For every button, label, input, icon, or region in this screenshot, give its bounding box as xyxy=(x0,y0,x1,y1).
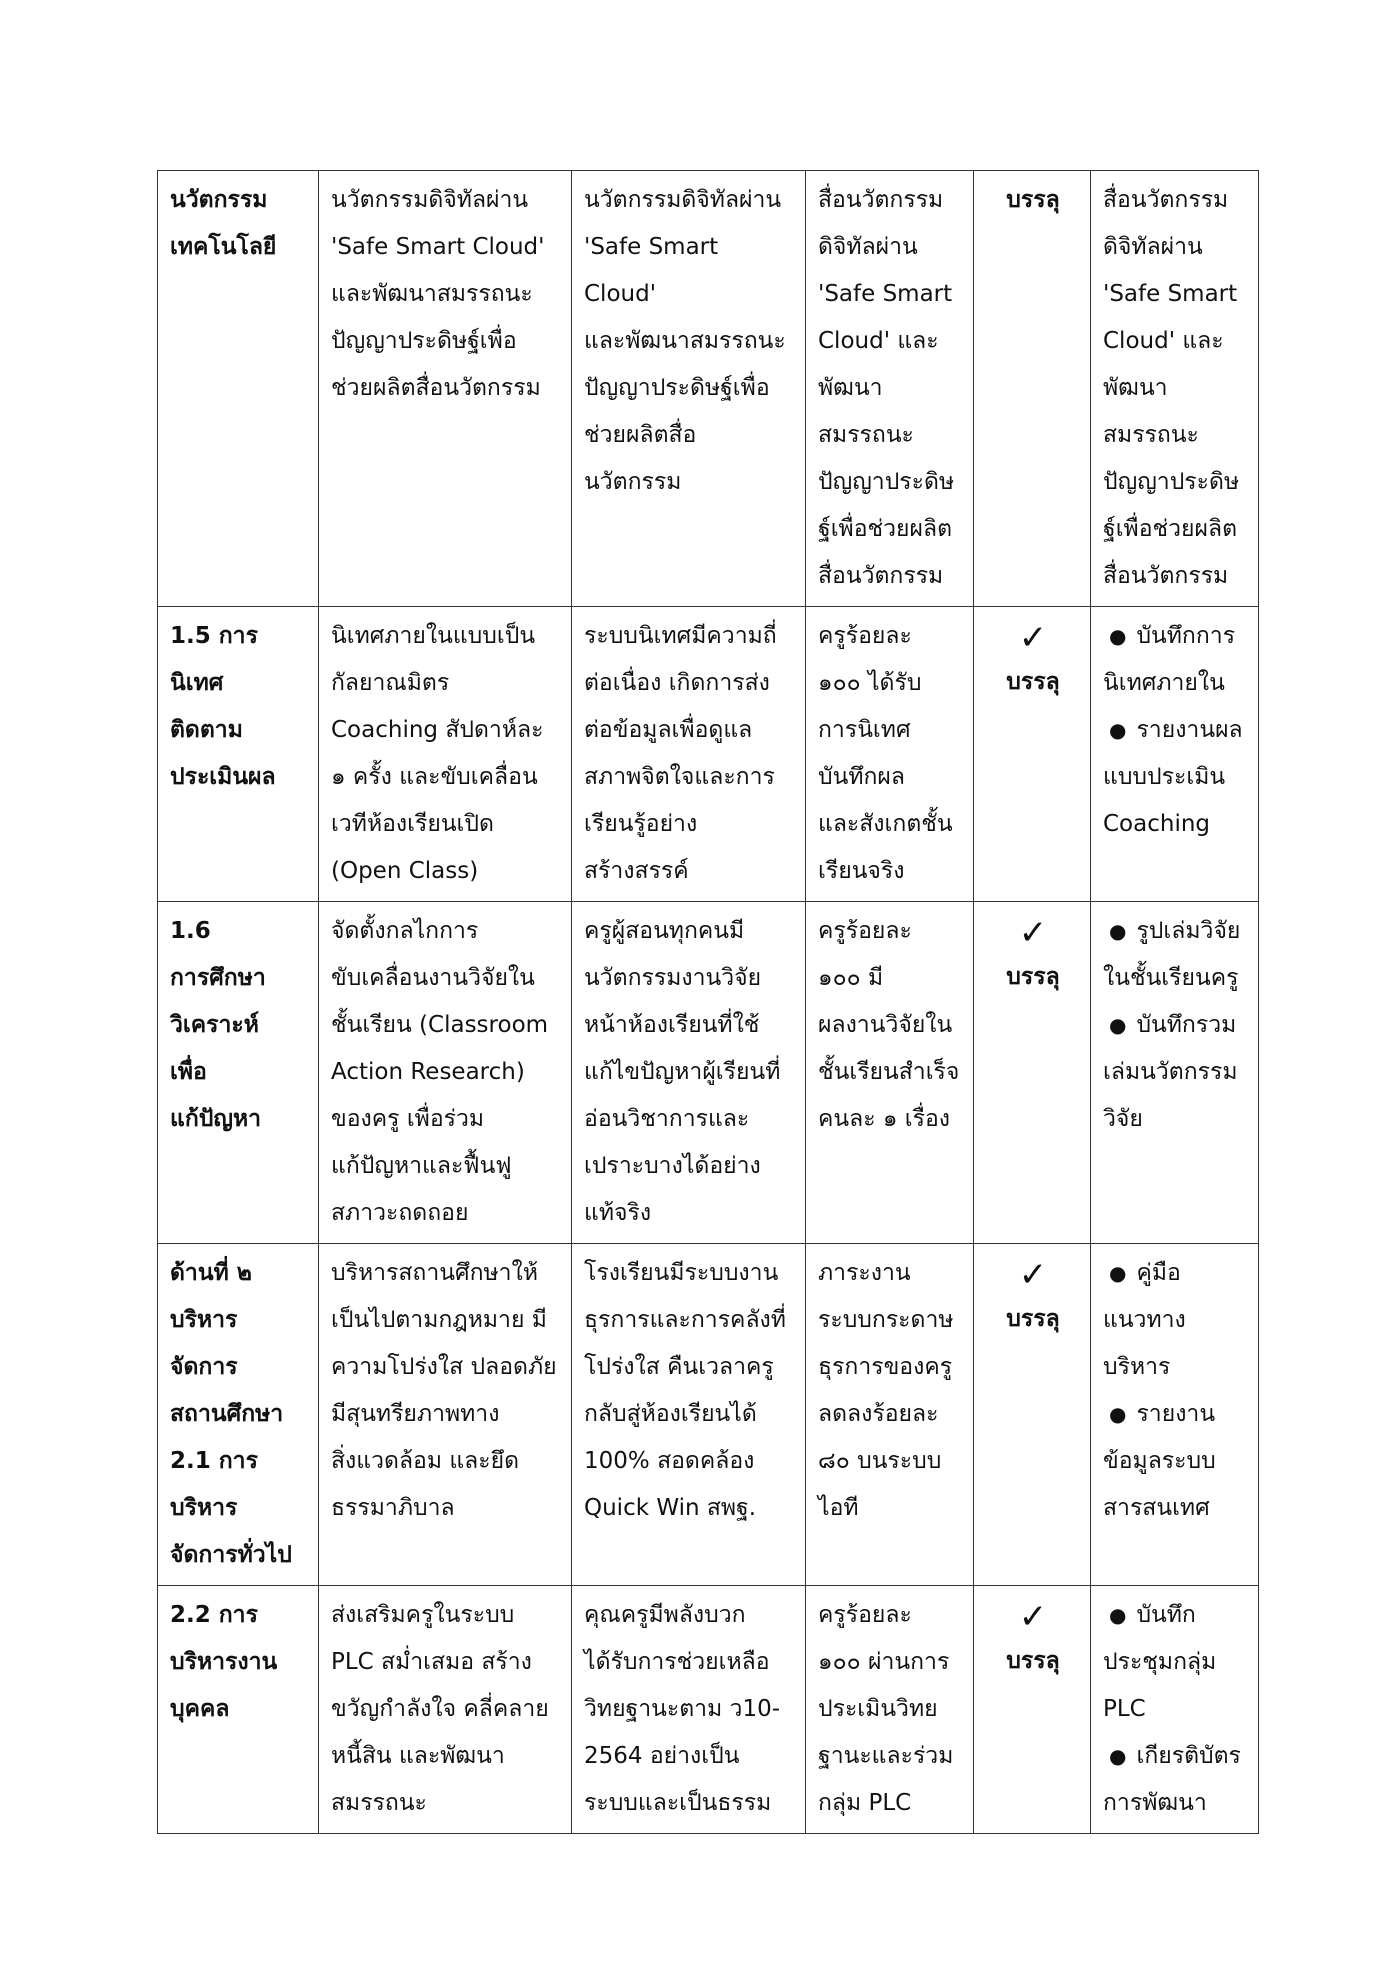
activity-cell: ส่งเสริมครูในระบบ PLC สม่ำเสมอ สร้าง ขวัญกำลังใจ คลี่คลาย หนี้สิน และพัฒนา สมรรถนะ xyxy=(319,1586,572,1834)
evidence-text: บันทึก ประชุมกลุ่ม PLC xyxy=(1103,1602,1217,1722)
evidence-item xyxy=(1103,613,1248,707)
table-row xyxy=(158,902,1259,1244)
evidence-cell xyxy=(1091,1586,1259,1834)
evidence-text: เกียรติบัตร การพัฒนา xyxy=(1103,1743,1241,1816)
evidence-item xyxy=(1103,1002,1248,1143)
status-cell xyxy=(974,902,1091,1244)
status-cell xyxy=(974,171,1091,607)
status-label: บรรลุ xyxy=(1006,1648,1060,1674)
evidence-text: สื่อนวัตกรรม ดิจิทัลผ่าน 'Safe Smart Cloud' และ พัฒนา สมรรถนะ ปัญญาประดิษ ฐ์เพื่อช่วยผลิต สื่อนวัตกรรม xyxy=(1103,187,1240,589)
evidence-text: รูปเล่มวิจัย ในชั้นเรียนครู xyxy=(1103,918,1241,991)
goal-cell: โรงเรียนมีระบบงาน ธุรการและการคลังที่ โปร่งใส คืนเวลาครู กลับสู่ห้องเรียนได้ 100% สอดคล้อง Quick Win สพฐ. xyxy=(572,1244,806,1586)
table-row xyxy=(158,1586,1259,1834)
table-row xyxy=(158,171,1259,607)
indicator-cell: ภาระงาน ระบบกระดาษ ธุรการของครู ลดลงร้อยละ ๘๐ บนระบบ ไอที xyxy=(806,1244,974,1586)
table-row xyxy=(158,607,1259,902)
topic-cell: 2.2 การ บริหารงาน บุคคล xyxy=(158,1586,319,1834)
bullet-icon: ● xyxy=(1109,1402,1127,1426)
evidence-text: บันทึกรวม เล่มนวัตกรรม วิจัย xyxy=(1103,1012,1238,1132)
status-cell xyxy=(974,607,1091,902)
evidence-item xyxy=(1103,1250,1248,1391)
activity-cell: จัดตั้งกลไกการ ขับเคลื่อนงานวิจัยใน ชั้นเรียน (Classroom Action Research) ของครู เพื่อร่วม แก้ปัญหาและฟื้นฟู สภาวะถดถอย xyxy=(319,902,572,1244)
indicator-cell: ครูร้อยละ ๑๐๐ ได้รับ การนิเทศ บันทึกผล และสังเกตชั้น เรียนจริง xyxy=(806,607,974,902)
bullet-icon: ● xyxy=(1109,1603,1127,1627)
topic-cell: นวัตกรรม เทคโนโลยี xyxy=(158,171,319,607)
checkmark-icon: ✓ xyxy=(1018,1255,1048,1295)
indicator-cell: ครูร้อยละ ๑๐๐ มี ผลงานวิจัยใน ชั้นเรียนสำเร็จ คนละ ๑ เรื่อง xyxy=(806,902,974,1244)
evidence-item xyxy=(1103,707,1248,848)
topic-cell: 1.6 การศึกษา วิเคราะห์ เพื่อ แก้ปัญหา xyxy=(158,902,319,1244)
evidence-item xyxy=(1103,1391,1248,1532)
evaluation-table xyxy=(157,170,1259,1834)
status-label: บรรลุ xyxy=(1006,187,1060,213)
status-label: บรรลุ xyxy=(1006,669,1060,695)
evidence-cell xyxy=(1091,171,1259,607)
evidence-text: คู่มือ แนวทาง บริหาร xyxy=(1103,1260,1186,1380)
topic-cell: 1.5 การ นิเทศ ติดตาม ประเมินผล xyxy=(158,607,319,902)
evidence-cell xyxy=(1091,1244,1259,1586)
checkmark-icon: ✓ xyxy=(1018,618,1048,658)
status-cell xyxy=(974,1586,1091,1834)
evidence-text: รายงานผล แบบประเมิน Coaching xyxy=(1103,717,1243,837)
status-label: บรรลุ xyxy=(1006,1306,1060,1332)
evidence-cell xyxy=(1091,607,1259,902)
evidence-text: รายงาน ข้อมูลระบบ สารสนเทศ xyxy=(1103,1401,1216,1521)
goal-cell: นวัตกรรมดิจิทัลผ่าน 'Safe Smart Cloud' และพัฒนาสมรรถนะ ปัญญาประดิษฐ์เพื่อ ช่วยผลิตสื่อ นวัตกรรม xyxy=(572,171,806,607)
evidence-item xyxy=(1103,177,1248,600)
status-cell xyxy=(974,1244,1091,1586)
table-body xyxy=(158,171,1259,1834)
indicator-cell: ครูร้อยละ ๑๐๐ ผ่านการ ประเมินวิทย ฐานะและร่วม กลุ่ม PLC xyxy=(806,1586,974,1834)
activity-cell: นวัตกรรมดิจิทัลผ่าน 'Safe Smart Cloud' และพัฒนาสมรรถนะ ปัญญาประดิษฐ์เพื่อ ช่วยผลิตสื่อนวัตกรรม xyxy=(319,171,572,607)
evidence-item xyxy=(1103,1592,1248,1733)
status-label: บรรลุ xyxy=(1006,964,1060,990)
evidence-item xyxy=(1103,908,1248,1002)
activity-cell: บริหารสถานศึกษาให้ เป็นไปตามกฎหมาย มี ความโปร่งใส ปลอดภัย มีสุนทรียภาพทาง สิ่งแวดล้อม และยึด ธรรมาภิบาล xyxy=(319,1244,572,1586)
bullet-icon: ● xyxy=(1109,624,1127,648)
goal-cell: ครูผู้สอนทุกคนมี นวัตกรรมงานวิจัย หน้าห้องเรียนที่ใช้ แก้ไขปัญหาผู้เรียนที่ อ่อนวิชาการและ เปราะบางได้อย่าง แท้จริง xyxy=(572,902,806,1244)
bullet-icon: ● xyxy=(1109,1013,1127,1037)
table-row xyxy=(158,1244,1259,1586)
bullet-icon: ● xyxy=(1109,1744,1127,1768)
bullet-icon: ● xyxy=(1109,1261,1127,1285)
checkmark-icon: ✓ xyxy=(1018,913,1048,953)
topic-cell: ด้านที่ ๒ บริหาร จัดการ สถานศึกษา 2.1 การ บริหาร จัดการทั่วไป xyxy=(158,1244,319,1586)
goal-cell: คุณครูมีพลังบวก ได้รับการช่วยเหลือ วิทยฐานะตาม ว10- 2564 อย่างเป็น ระบบและเป็นธรรม xyxy=(572,1586,806,1834)
goal-cell: ระบบนิเทศมีความถี่ ต่อเนื่อง เกิดการส่ง ต่อข้อมูลเพื่อดูแล สภาพจิตใจและการ เรียนรู้อย่าง สร้างสรรค์ xyxy=(572,607,806,902)
checkmark-icon: ✓ xyxy=(1018,1597,1048,1637)
indicator-cell: สื่อนวัตกรรม ดิจิทัลผ่าน 'Safe Smart Cloud' และ พัฒนา สมรรถนะ ปัญญาประดิษ ฐ์เพื่อช่วยผลิต สื่อนวัตกรรม xyxy=(806,171,974,607)
evidence-item xyxy=(1103,1733,1248,1827)
activity-cell: นิเทศภายในแบบเป็น กัลยาณมิตร Coaching สัปดาห์ละ ๑ ครั้ง และขับเคลื่อน เวทีห้องเรียนเปิด (Open Class) xyxy=(319,607,572,902)
bullet-icon: ● xyxy=(1109,718,1127,742)
bullet-icon: ● xyxy=(1109,919,1127,943)
evidence-cell xyxy=(1091,902,1259,1244)
evidence-text: บันทึกการ นิเทศภายใน xyxy=(1103,623,1236,696)
